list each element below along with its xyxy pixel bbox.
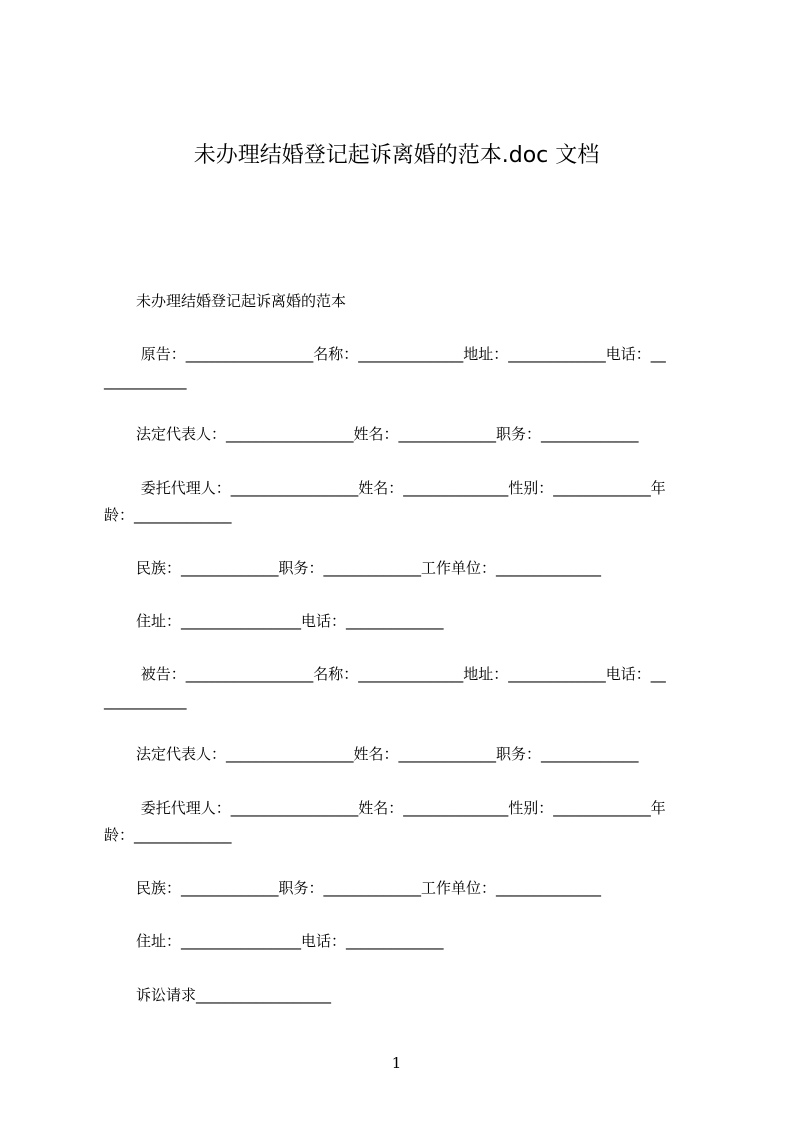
plaintiff-legal-rep: 法定代表人：_________________姓名：_____________职务：_____________ (136, 425, 639, 443)
defendant-line-cont: ___________ (104, 692, 187, 710)
section-heading: 未办理结婚登记起诉离婚的范本 (136, 292, 347, 310)
page-number: 1 (391, 1054, 402, 1072)
plaintiff-agent-cont: 龄：_____________ (104, 506, 232, 524)
defendant-address: 住址：________________电话：_____________ (136, 932, 444, 950)
defendant-agent: 委托代理人：_________________姓名：______________性别：_____________年 (136, 799, 666, 817)
defendant-line: 被告：_________________名称：______________地址：_____________电话：__ (136, 665, 666, 683)
plaintiff-agent: 委托代理人：_________________姓名：______________性别：_____________年 (136, 479, 666, 497)
plaintiff-address: 住址：________________电话：_____________ (136, 612, 444, 630)
plaintiff-line-cont: ___________ (104, 372, 187, 390)
plaintiff-ethnic: 民族：_____________职务：_____________工作单位：______________ (136, 559, 602, 577)
defendant-agent-cont: 龄：_____________ (104, 826, 232, 844)
document-title: 未办理结婚登记起诉离婚的范本.doc 文档 (193, 143, 600, 168)
defendant-ethnic: 民族：_____________职务：_____________工作单位：______________ (136, 879, 602, 897)
plaintiff-line: 原告：_________________名称：______________地址：_____________电话：__ (136, 345, 666, 363)
defendant-legal-rep: 法定代表人：_________________姓名：_____________职务：_____________ (136, 745, 639, 763)
claim-line: 诉讼请求__________________ (136, 986, 332, 1004)
